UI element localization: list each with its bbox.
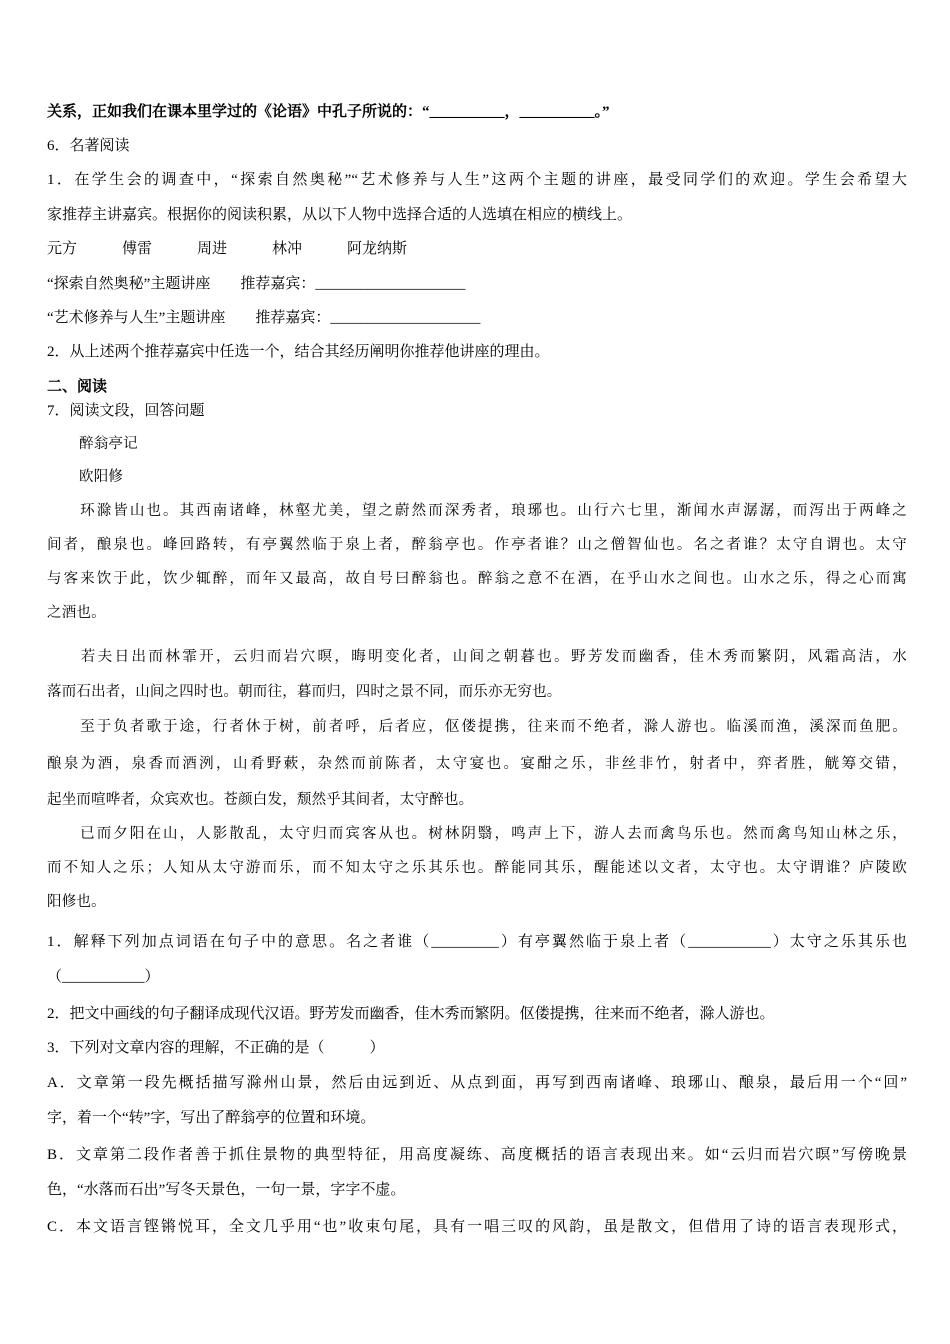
text-line: 起坐而喧哗者，众宾欢也。苍颜白发，颓然乎其间者，太守醉也。 [47, 792, 474, 808]
text-line: 而不知人之乐；人知从太守游而乐，而不知太守之乐其乐也。醉能同其乐，醒能述以文者，太守也。太守谓谁？庐陵欧 [47, 860, 907, 876]
text-line: 至于负者歌于途，行者休于树，前者呼，后者应，伛偻提携，往来而不绝者，滁人游也。临溪而渔，溪深而鱼肥。 [47, 719, 907, 735]
text-line: 元方 傅雷 周进 林冲 阿龙纳斯 [47, 241, 408, 257]
text-line: 关系，正如我们在课本里学过的《论语》中孔子所说的：“__________，__________。” [47, 104, 610, 120]
text-line: 3．下列对文章内容的理解，不正确的是（ ） [47, 1040, 385, 1056]
text-line: 1．在学生会的调查中，“探索自然奥秘”“艺术修养与人生”这两个主题的讲座，最受同学们的欢迎。学生会希望大 [47, 172, 907, 188]
text-line: 若夫日出而林霏开，云归而岩穴暝，晦明变化者，山间之朝暮也。野芳发而幽香，佳木秀而繁阴，风霜高洁，水 [47, 649, 907, 665]
text-line: 阳修也。 [47, 894, 106, 910]
text-line: 落而石出者，山间之四时也。朝而往，暮而归，四时之景不同，而乐亦无穷也。 [47, 684, 562, 700]
text-line: （___________） [47, 969, 160, 985]
text-line: 7．阅读文段，回答问题 [47, 403, 205, 419]
text-line: 家推荐主讲嘉宾。根据你的阅读积累，从以下人物中选择合适的人选填在相应的横线上。 [47, 207, 633, 223]
text-line: B．文章第二段作者善于抓住景物的典型特征，用高度凝练、高度概括的语言表现出来。如“云归而岩穴暝”写傍晚景 [47, 1147, 907, 1163]
text-line: 酿泉为酒，泉香而酒洌，山肴野蔌，杂然而前陈者，太守宴也。宴酣之乐，非丝非竹，射者中，弈者胜，觥筹交错， [47, 756, 907, 772]
text-line: 已而夕阳在山，人影散乱，太守归而宾客从也。树林阴翳，鸣声上下，游人去而禽鸟乐也。然而禽鸟知山林之乐， [47, 826, 907, 842]
text-line: 6．名著阅读 [47, 138, 130, 154]
text-line: 之酒也。 [47, 605, 106, 621]
text-line: 2．把文中画线的句子翻译成现代汉语。野芳发而幽香，佳木秀而繁阴。伛偻提携，往来而不绝者，滁人游也。 [47, 1006, 775, 1022]
text-line: 1．解释下列加点词语在句子中的意思。名之者谁（_________）有亭翼然临于泉上者（___________）太守之乐其乐也 [47, 934, 907, 950]
text-line: 欧阳修 [79, 469, 124, 485]
text-line: 字，着一个“转”字，写出了醉翁亭的位置和环境。 [47, 1110, 376, 1126]
text-line: 间者，酿泉也。峰回路转，有亭翼然临于泉上者，醉翁亭也。作亭者谁？山之僧智仙也。名之者谁？太守自谓也。太守 [47, 537, 907, 553]
text-line: C．本文语言铿锵悦耳，全文几乎用“也”收束句尾，具有一唱三叹的风韵，虽是散文，但借用了诗的语言表现形式， [47, 1219, 907, 1235]
text-line: A．文章第一段先概括描写滁州山景，然后由远到近、从点到面，再写到西南诸峰、琅琊山、酿泉，最后用一个“回” [47, 1075, 907, 1091]
text-line: “艺术修养与人生”主题讲座 推荐嘉宾：____________________ [47, 310, 481, 326]
text-line: “探索自然奥秘”主题讲座 推荐嘉宾：____________________ [47, 276, 466, 292]
text-line: 色，“水落而石出”写冬天景色，一句一景，字字不虚。 [47, 1182, 406, 1198]
text-line: 醉翁亭记 [79, 436, 138, 452]
text-line: 环滁皆山也。其西南诸峰，林壑尤美，望之蔚然而深秀者，琅琊也。山行六七里，渐闻水声潺潺，而泻出于两峰之 [47, 503, 907, 519]
text-line: 2．从上述两个推荐嘉宾中任选一个，结合其经历阐明你推荐他讲座的理由。 [47, 344, 550, 360]
text-line: 二、阅读 [47, 379, 108, 395]
text-line: 与客来饮于此，饮少辄醉，而年又最高，故自号曰醉翁也。醉翁之意不在酒，在乎山水之间也。山水之乐，得之心而寓 [47, 571, 907, 587]
